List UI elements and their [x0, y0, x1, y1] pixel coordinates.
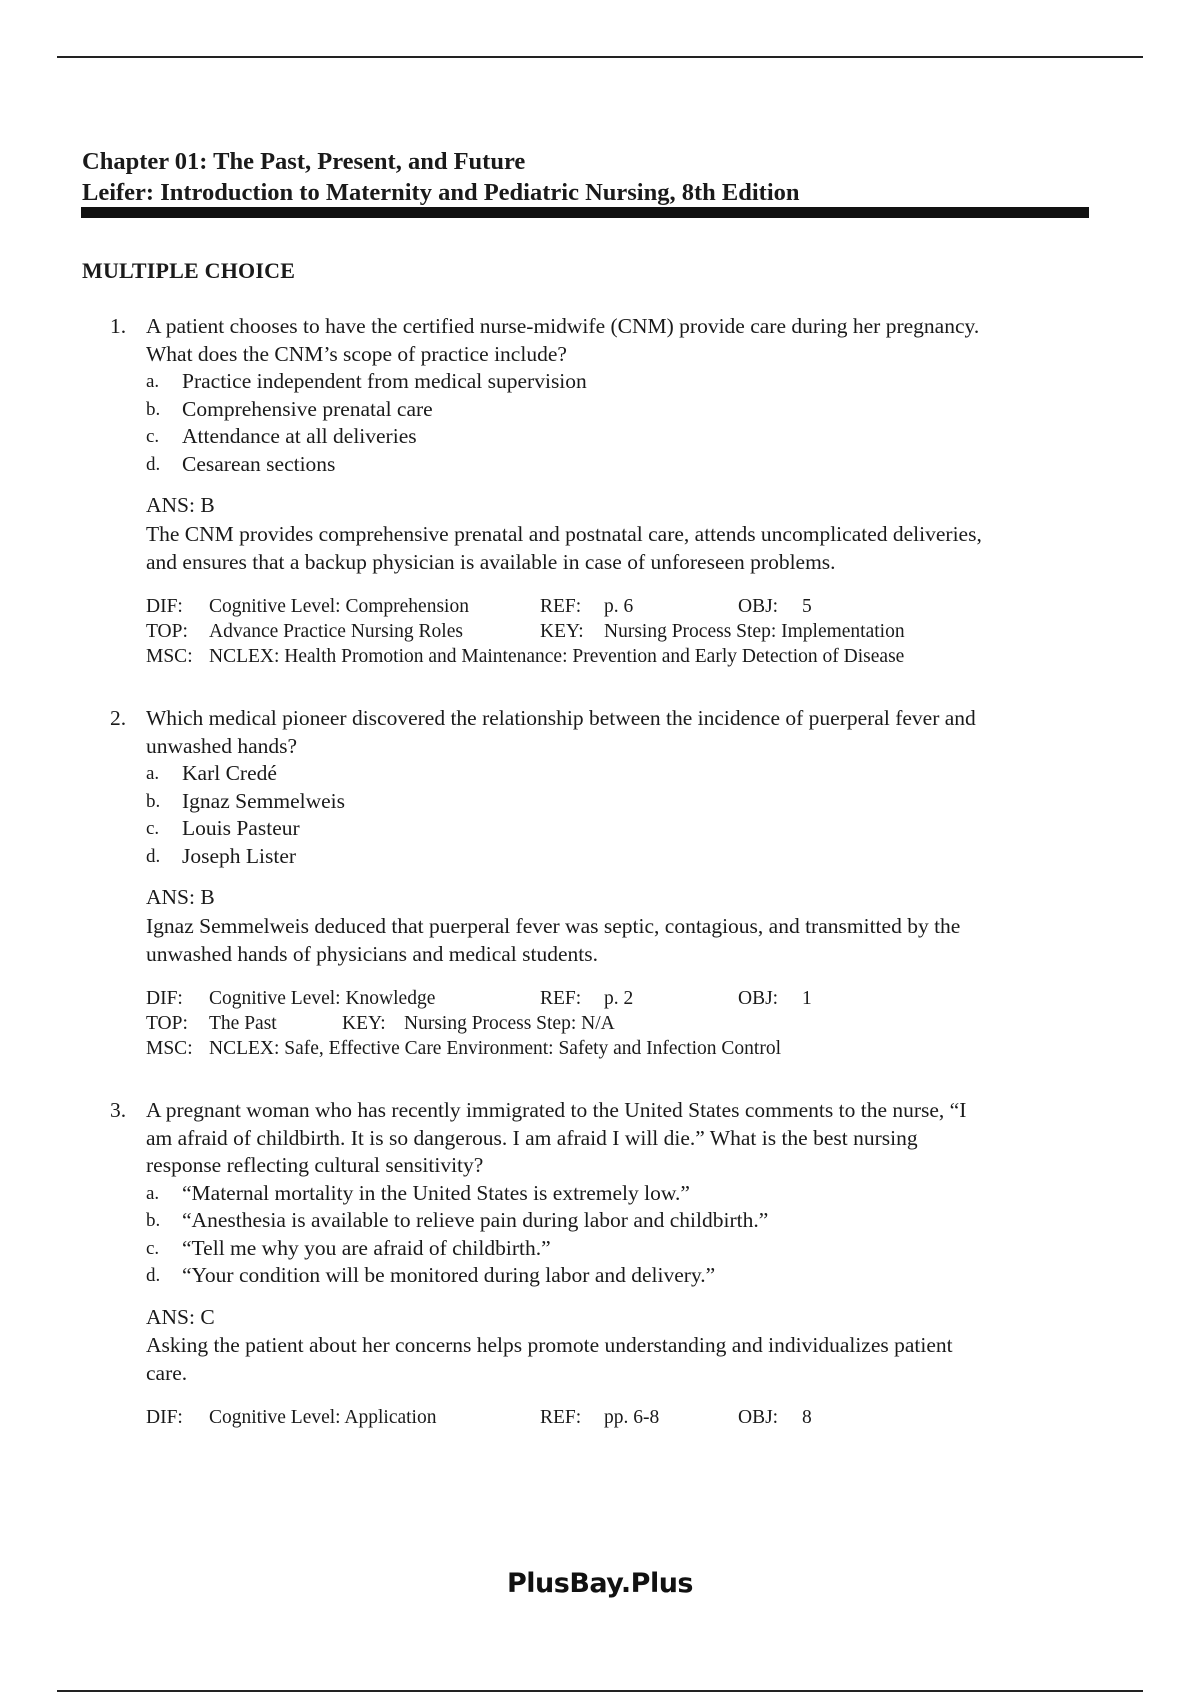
option-c [146, 815, 1110, 843]
question-stem [110, 313, 1110, 368]
option-letter: b. [146, 790, 161, 812]
rationale-line: care. [146, 1361, 188, 1385]
option-letter: c. [146, 818, 160, 839]
rationale-line: The CNM provides comprehensive prenatal and postnatal care, attends uncomplicated deliveries, [146, 521, 982, 546]
option-letter: b. [146, 1210, 161, 1231]
document-header [82, 146, 1090, 208]
footer-logo: PlusBay.Plus [506, 1568, 694, 1599]
option-letter: a. [146, 763, 160, 784]
option-letter: c. [146, 426, 160, 447]
obj-label: OBJ: [738, 987, 779, 1009]
top-value: The Past [209, 1012, 277, 1034]
ref-label: REF: [540, 987, 582, 1009]
stem-line: am afraid of childbirth. It is so dangerous. I am afraid I will die.” What is the best nursing [146, 1125, 918, 1150]
option-text: Practice independent from medical supervision [182, 369, 587, 393]
option-c [146, 423, 1110, 451]
key-value: Nursing Process Step: N/A [404, 1012, 615, 1034]
answer-key: ANS: C [146, 1304, 215, 1329]
question-number: 2. [110, 706, 127, 730]
stem-line: A patient chooses to have the certified nurse-midwife (CNM) provide care during her pregnancy. [146, 314, 980, 338]
option-b [146, 1207, 1110, 1235]
question-metadata [110, 986, 1110, 1061]
msc-value: NCLEX: Safe, Effective Care Environment: Safety and Infection Control [209, 1037, 782, 1059]
option-d [146, 843, 1110, 871]
option-d [146, 1262, 1110, 1290]
top-label: TOP: [146, 1012, 188, 1034]
question-3 [110, 1097, 1110, 1430]
stem-line: A pregnant woman who has recently immigrated to the United States comments to the nurse, “I [146, 1098, 967, 1122]
stem-line: unwashed hands? [146, 733, 298, 758]
option-letter: d. [146, 845, 161, 867]
option-text: Joseph Lister [182, 843, 297, 868]
obj-label: OBJ: [738, 1407, 779, 1428]
option-b [146, 396, 1110, 424]
chapter-title: Chapter 01: The Past, Present, and Future [82, 148, 526, 175]
dif-value: Cognitive Level: Knowledge [209, 987, 436, 1009]
rationale-line: Ignaz Semmelweis deduced that puerperal fever was septic, contagious, and transmitted by the [146, 913, 961, 938]
answer-key: ANS: B [146, 493, 215, 517]
rationale [110, 520, 1110, 576]
ref-value: pp. 6-8 [604, 1407, 660, 1428]
option-text: “Tell me why you are afraid of childbirth.” [182, 1235, 551, 1260]
dif-label: DIF: [146, 1407, 183, 1428]
option-text: Cesarean sections [182, 451, 336, 476]
option-a [146, 368, 1110, 396]
section-title: MULTIPLE CHOICE [82, 258, 296, 283]
option-text: “Anesthesia is available to relieve pain during labor and childbirth.” [182, 1208, 769, 1232]
dif-label: DIF: [146, 595, 183, 617]
option-a [146, 1180, 1110, 1208]
top-value: Advance Practice Nursing Roles [209, 620, 463, 642]
bottom-rule [57, 1690, 1143, 1692]
rationale-line: unwashed hands of physicians and medical students. [146, 941, 599, 966]
msc-label: MSC: [146, 1037, 193, 1059]
obj-value: 1 [802, 987, 812, 1009]
rationale-line: and ensures that a backup physician is available in case of unforeseen problems. [146, 549, 836, 574]
question-2 [110, 705, 1110, 1061]
rationale-line: Asking the patient about her concerns helps promote understanding and individualizes patient [146, 1333, 953, 1357]
question-number: 3. [110, 1098, 127, 1122]
option-b [146, 788, 1110, 816]
option-text: Louis Pasteur [182, 816, 300, 840]
answer-key: ANS: B [146, 885, 215, 909]
dif-value: Cognitive Level: Application [209, 1407, 437, 1428]
stem-line: What does the CNM’s scope of practice include? [146, 341, 567, 366]
option-text: Ignaz Semmelweis [182, 788, 345, 813]
stem-line: Which medical pioneer discovered the relationship between the incidence of puerperal fever and [146, 706, 976, 730]
option-d [146, 451, 1110, 479]
option-letter: d. [146, 1265, 161, 1286]
top-label: TOP: [146, 620, 188, 642]
question-1 [110, 313, 1110, 669]
msc-value: NCLEX: Health Promotion and Maintenance: Prevention and Early Detection of Disease [209, 645, 905, 667]
option-text: Attendance at all deliveries [182, 424, 417, 448]
ref-value: p. 6 [604, 595, 634, 617]
rationale [110, 1331, 1110, 1387]
top-rule [57, 56, 1143, 58]
obj-label: OBJ: [738, 595, 779, 617]
option-text: Karl Credé [182, 761, 277, 785]
option-letter: b. [146, 398, 161, 420]
option-text: “Your condition will be monitored during labor and delivery.” [182, 1263, 716, 1287]
ref-label: REF: [540, 1407, 582, 1428]
ref-value: p. 2 [604, 987, 634, 1009]
options-list [110, 368, 1110, 478]
question-metadata [110, 1405, 1110, 1430]
stem-line: response reflecting cultural sensitivity? [146, 1153, 484, 1177]
msc-label: MSC: [146, 645, 193, 667]
key-value: Nursing Process Step: Implementation [604, 620, 905, 642]
question-number: 1. [110, 314, 127, 338]
book-title: Leifer: Introduction to Maternity and Pediatric Nursing, 8th Edition [82, 179, 800, 206]
question-stem [110, 705, 1110, 760]
obj-value: 8 [802, 1407, 812, 1428]
key-label: KEY: [342, 1012, 386, 1034]
option-letter: d. [146, 453, 161, 475]
options-list [110, 760, 1110, 870]
option-letter: a. [146, 1182, 160, 1204]
option-a [146, 760, 1110, 788]
question-metadata [110, 594, 1110, 669]
option-text: Comprehensive prenatal care [182, 396, 433, 421]
header-divider [81, 207, 1089, 218]
option-c [146, 1235, 1110, 1263]
ref-label: REF: [540, 595, 582, 617]
dif-value: Cognitive Level: Comprehension [209, 595, 469, 617]
rationale [110, 912, 1110, 968]
obj-value: 5 [802, 595, 812, 617]
options-list [110, 1180, 1110, 1290]
option-letter: c. [146, 1237, 160, 1259]
option-letter: a. [146, 371, 160, 392]
question-stem [110, 1097, 1110, 1180]
key-label: KEY: [540, 620, 584, 642]
dif-label: DIF: [146, 987, 183, 1009]
option-text: “Maternal mortality in the United States is extremely low.” [182, 1180, 690, 1205]
